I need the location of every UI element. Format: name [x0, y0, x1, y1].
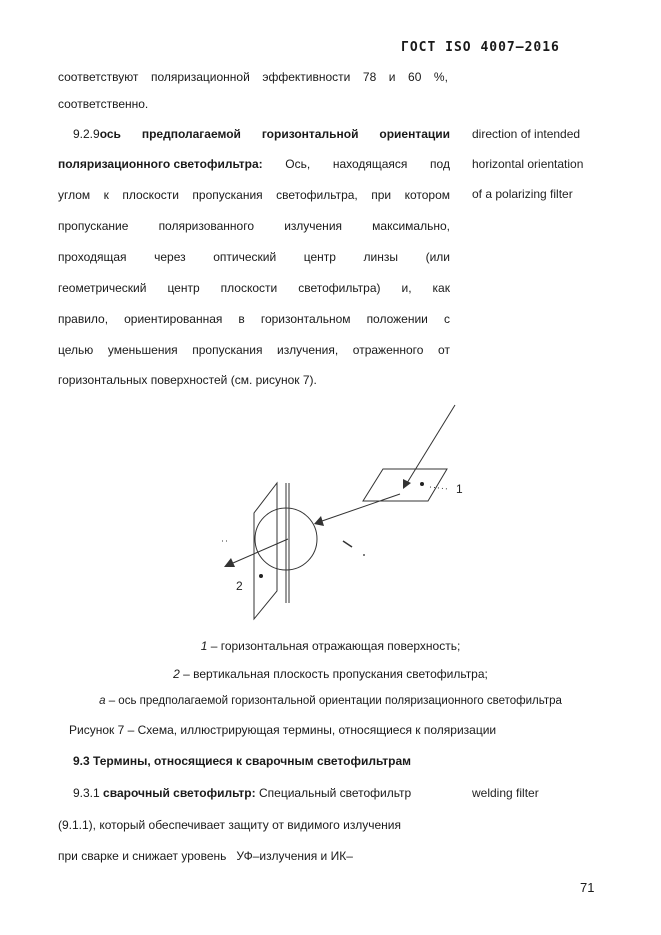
polarization-diagram: [0, 395, 661, 630]
incident-arrowhead: [403, 479, 411, 489]
page-number: 71: [580, 880, 595, 895]
term-929-body-word: центр: [167, 281, 200, 295]
figure-legend-1: 1 – горизонтальная отражающая поверхность;: [200, 639, 461, 653]
prev-line-1-word: соответствуют: [58, 70, 139, 84]
axis-a-arrow: [233, 539, 288, 563]
term-931-line-1: 9.3.1 сварочный светофильтр: Специальный светофильтр: [73, 786, 412, 800]
term-929-body-word: в: [238, 312, 245, 326]
figure-legend-2: 2 – вертикальная плоскость пропускания светофильтра;: [173, 667, 488, 681]
prev-line-1-word: 60: [408, 70, 422, 84]
term-929-body-word: плоскости: [220, 281, 278, 295]
term-929-body-word: светофильтра,: [276, 188, 358, 202]
term-929-line-2-word: под: [430, 157, 450, 171]
term-929-body-word: светофильтра): [298, 281, 381, 295]
prev-line-1-word: 78: [362, 70, 377, 84]
term-929-body-word: с: [443, 312, 450, 326]
term-929-title-word: предполагаемой: [141, 127, 241, 141]
term-929-body-word: углом: [58, 188, 91, 202]
term-929-body-word: уменьшения: [107, 343, 178, 357]
term-929-body-line: [58, 219, 450, 233]
term-929-english-line-2: horizontal orientation: [472, 157, 584, 171]
reflected-arrowhead: [314, 516, 324, 526]
prev-line-1-word: эффективности: [262, 70, 351, 84]
term-929-line-2: [58, 157, 450, 171]
term-931-english: welding filter: [472, 786, 539, 800]
term-931-line-2: (9.1.1), который обеспечивает защиту от видимого излучения: [58, 818, 401, 832]
term-929-body-word: пропускания: [192, 343, 263, 357]
figure-caption: Рисунок 7 – Схема, иллюстрирующая термины, относящиеся к поляризации: [69, 723, 497, 737]
term-929-english-line-1: direction of intended: [472, 127, 581, 141]
term-929-body-word: отраженного: [352, 343, 424, 357]
term-929-title-line-2: поляризационного светофильтра:: [58, 157, 263, 171]
incident-ray-arrow: [407, 405, 455, 483]
term-929-body-word: и,: [401, 281, 412, 295]
term-929-body-word: пропускание: [58, 219, 129, 233]
prev-line-1-word: и: [388, 70, 396, 84]
term-929-body-word: максимально,: [372, 219, 450, 233]
term-929-body-line: [58, 281, 450, 295]
term-929-body-word: при: [371, 188, 392, 202]
plane-2-point: [259, 574, 263, 578]
term-929-body-line: [58, 250, 450, 264]
surface-1-point: [420, 482, 424, 486]
term-929-body-word: пропускания: [192, 188, 263, 202]
term-929-body-word: целью: [58, 343, 94, 357]
term-929-body-word: через: [154, 250, 186, 264]
term-929-body-line: [58, 343, 450, 357]
term-929-body-word: горизонтальном: [260, 312, 351, 326]
term-929-body-word: от: [438, 343, 450, 357]
dash-right-1: [343, 541, 352, 547]
term-929-body-word: к: [103, 188, 109, 202]
term-929-body-word: геометрический: [58, 281, 147, 295]
prev-paragraph-line-2: соответственно.: [58, 97, 149, 111]
term-929-body-word: проходящая: [58, 250, 127, 264]
term-931-line-3: при сварке и снижает уровень УФ–излучения и ИК–: [58, 849, 353, 863]
term-929-body-word: центр: [303, 250, 336, 264]
term-929-body-word: правило,: [58, 312, 109, 326]
prev-paragraph-line-1: [58, 70, 448, 84]
term-929-title-word: ориентации: [379, 127, 450, 141]
figure-label-1: 1: [456, 482, 463, 496]
document-id-header: ГОСТ ISO 4007–2016: [401, 40, 560, 55]
term-929-title-line-1: [73, 127, 450, 141]
term-929-line-2-word: находящаяся: [332, 157, 408, 171]
term-929-body-word: котором: [404, 188, 450, 202]
term-929-body-word: оптический: [213, 250, 277, 264]
label-1-leader: [430, 487, 448, 489]
term-929-body-word: излучения,: [277, 343, 339, 357]
term-929-last-line: горизонтальных поверхностей (см. рисунок 7).: [58, 373, 317, 387]
prev-line-1-word: поляризационной: [150, 70, 250, 84]
term-929-body-word: линзы: [363, 250, 398, 264]
term-929-body-word: (или: [425, 250, 450, 264]
term-929-body-word: поляризованного: [158, 219, 255, 233]
term-929-body-word: плоскости: [122, 188, 179, 202]
term-929-english-line-3: of a polarizing filter: [472, 187, 573, 201]
section-93-title: 9.3 Термины, относящиеся к сварочным светофильтрам: [73, 754, 412, 768]
term-929-line-2-word: Ось,: [285, 157, 311, 171]
term-929-body-word: излучения: [284, 219, 343, 233]
term-929-body-word: как: [432, 281, 450, 295]
term-929-title-word: горизонтальной: [261, 127, 359, 141]
term-929-body-line: [58, 312, 450, 326]
figure-label-2: 2: [236, 579, 243, 593]
reflected-ray-arrow: [322, 494, 400, 521]
term-929-body-line: [58, 188, 450, 202]
term-929-number: 9.2.9ось: [73, 127, 121, 141]
prev-line-1-word: %,: [433, 70, 448, 84]
term-929-body-word: положении: [366, 312, 428, 326]
term-929-body-word: ориентированная: [124, 312, 223, 326]
figure-legend-a: a – ось предполагаемой горизонтальной ориентации поляризационного светофильтра: [99, 695, 562, 707]
dash-right-dot: [363, 554, 365, 556]
